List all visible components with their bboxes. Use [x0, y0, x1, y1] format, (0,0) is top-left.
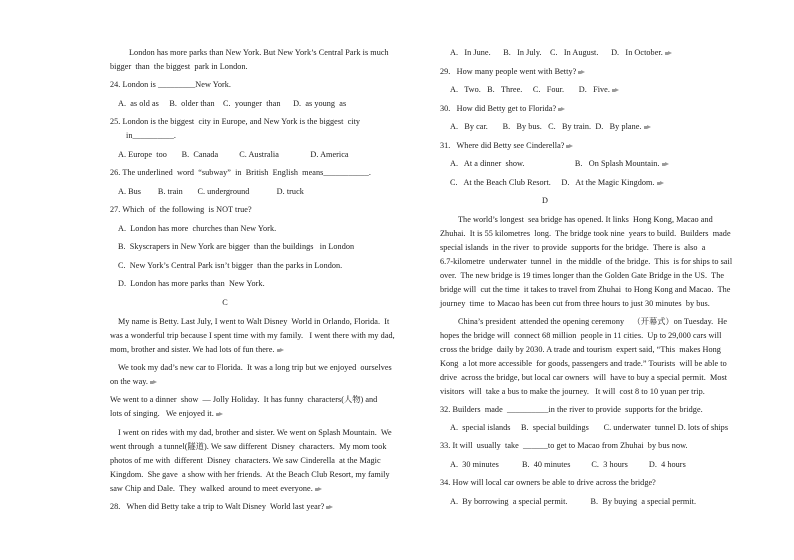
question-31-options: C. At the Beach Club Resort. D. At the Magic Kingdom. — [450, 178, 665, 188]
passage-d-line: The world’s longest sea bridge has opened. It links Hong Kong, Macao and — [458, 215, 713, 224]
speaker-icon[interactable] — [216, 412, 224, 417]
question-28-options: A. In June. B. In July. C. In August. D. In October. — [450, 48, 673, 58]
question-27-option-d: D. London has more parks than New York. — [118, 279, 265, 288]
speaker-icon[interactable] — [566, 144, 574, 149]
speaker-icon[interactable] — [612, 88, 620, 93]
question-24-options: A. as old as B. older than C. younger than D. as young as — [118, 99, 347, 108]
question-27-stem: 27. Which of the following is NOT true? — [110, 205, 252, 214]
question-24-stem: 24. London is _________New York. — [110, 80, 232, 89]
passage-c-line: We took my dad’s new car to Florida. It was a long trip but we enjoyed ourselves — [118, 363, 392, 372]
passage-c-line: Kingdom. She gave a show with her friends. At the Beach Club Resort, my family — [110, 470, 390, 479]
speaker-icon[interactable] — [326, 505, 334, 510]
question-25-stem: 25. London is the biggest city in Europe, and New York is the biggest city — [110, 117, 361, 126]
question-26-options: A. Bus B. train C. underground D. truck — [118, 187, 304, 196]
question-32-stem: 32. Builders made __________in the river to provide supports for the bridge. — [440, 405, 703, 414]
passage-c-line: We went to a dinner show — Jolly Holiday. It has funny characters(人物) and — [110, 395, 378, 404]
passage-c-line: was a wonderful trip because I spent time with my family. I went there with my dad, — [110, 331, 395, 340]
passage-d-line: special islands in the river to provide supports for the bridge. There is also a — [440, 243, 706, 252]
passage-c-line: I went on rides with my dad, brother and sister. We went on Splash Mountain. We — [118, 428, 392, 437]
passage-d-line: drive across the bridge, but local car owners will have to buy a special permit. Most — [440, 373, 728, 382]
speaker-icon[interactable] — [277, 348, 285, 353]
passage-c-line: mom, brother and sister. We had lots of fun there. — [110, 345, 285, 355]
passage-b-line: London has more parks than New York. But New York’s Central Park is much — [129, 48, 389, 57]
passage-c-line: lots of singing. We enjoyed it. — [110, 409, 224, 419]
question-27-option-b: B. Skyscrapers in New York are bigger than the buildings in London — [118, 242, 355, 251]
speaker-icon[interactable] — [150, 380, 158, 385]
question-28-stem: 28. When did Betty take a trip to Walt Disney World last year? — [110, 502, 334, 512]
passage-d-line: visitors will take a bus to make the journey. It will cost 8 to 10 yuan per trip. — [440, 387, 705, 396]
question-31-stem: 31. Where did Betty see Cinderella? — [440, 141, 574, 151]
passage-d-line: over. The new bridge is 19 times longer than the Golden Gate Bridge in the US. The — [440, 271, 725, 280]
passage-d-line: China’s president attended the opening ceremony （开幕式）on Tuesday. He — [458, 317, 728, 326]
speaker-icon[interactable] — [578, 70, 586, 75]
question-34-options: A. By borrowing a special permit. B. By buying a special permit. — [450, 497, 697, 506]
question-32-options: A. special islands B. special buildings C. underwater tunnel D. lots of ships — [450, 423, 729, 432]
passage-d-line: cross the bridge daily by 2030. A trade and tourism expert said, “This makes Hong — [440, 345, 721, 354]
question-26-stem: 26. The underlined word “subway” in British English means___________. — [110, 168, 372, 177]
question-27-option-a: A. London has more churches than New York. — [118, 224, 277, 233]
passage-c-line: on the way. — [110, 377, 158, 387]
question-33-stem: 33. It will usually take ______to get to Macao from Zhuhai by bus now. — [440, 441, 688, 450]
question-30-stem: 30. How did Betty get to Florida? — [440, 104, 566, 114]
question-25-options: A. Europe too B. Canada C. Australia D. America — [118, 150, 349, 159]
question-29-options: A. Two. B. Three. C. Four. D. Five. — [450, 85, 620, 95]
passage-d-line: bridge will cut the time it takes to travel from Zhuhai to Hong Kong and Macao. The — [440, 285, 731, 294]
section-c-heading: C — [222, 298, 228, 307]
speaker-icon[interactable] — [665, 51, 673, 56]
speaker-icon[interactable] — [315, 487, 323, 492]
passage-d-line: journey time to Macao has been cut from three hours to just 30 minutes by bus. — [440, 299, 710, 308]
passage-d-line: Zhuhai. It is 55 kilometres long. The bridge took nine years to build. Builders made — [440, 229, 731, 238]
passage-c-line: My name is Betty. Last July, I went to Walt Disney World in Orlando, Florida. It — [118, 317, 390, 326]
section-d-heading: D — [542, 196, 548, 205]
question-25-stem-cont: in__________. — [126, 131, 177, 140]
question-34-stem: 34. How will local car owners be able to drive across the bridge? — [440, 478, 656, 487]
passage-c-line: went through a tunnel(隧道). We saw different Disney characters. My mom took — [110, 442, 387, 451]
speaker-icon[interactable] — [662, 162, 670, 167]
question-27-option-c: C. New York’s Central Park isn’t bigger than the parks in London. — [118, 261, 343, 270]
passage-d-line: Kong a lot more accessible for goods, passengers and trade.” Tourists will be able to — [440, 359, 727, 368]
speaker-icon[interactable] — [644, 125, 652, 130]
speaker-icon[interactable] — [657, 181, 665, 186]
passage-b-line: bigger than the biggest park in London. — [110, 62, 248, 71]
speaker-icon[interactable] — [558, 107, 566, 112]
question-31-options: A. At a dinner show. B. On Splash Mountain. — [450, 159, 670, 169]
passage-d-line: 6.7-kilometre underwater tunnel in the middle of the bridge. This is for ships to sail — [440, 257, 733, 266]
passage-c-line: photos of me with different Disney characters. We saw Cinderella at the Magic — [110, 456, 381, 465]
question-33-options: A. 30 minutes B. 40 minutes C. 3 hours D. 4 hours — [450, 460, 686, 469]
passage-c-line: saw Chip and Dale. They walked around to meet everyone. — [110, 484, 323, 494]
question-30-options: A. By car. B. By bus. C. By train. D. By plane. — [450, 122, 652, 132]
passage-d-line: hopes the bridge will connect 68 million people in 11 cities. Up to 29,000 cars will — [440, 331, 722, 340]
question-29-stem: 29. How many people went with Betty? — [440, 67, 586, 77]
